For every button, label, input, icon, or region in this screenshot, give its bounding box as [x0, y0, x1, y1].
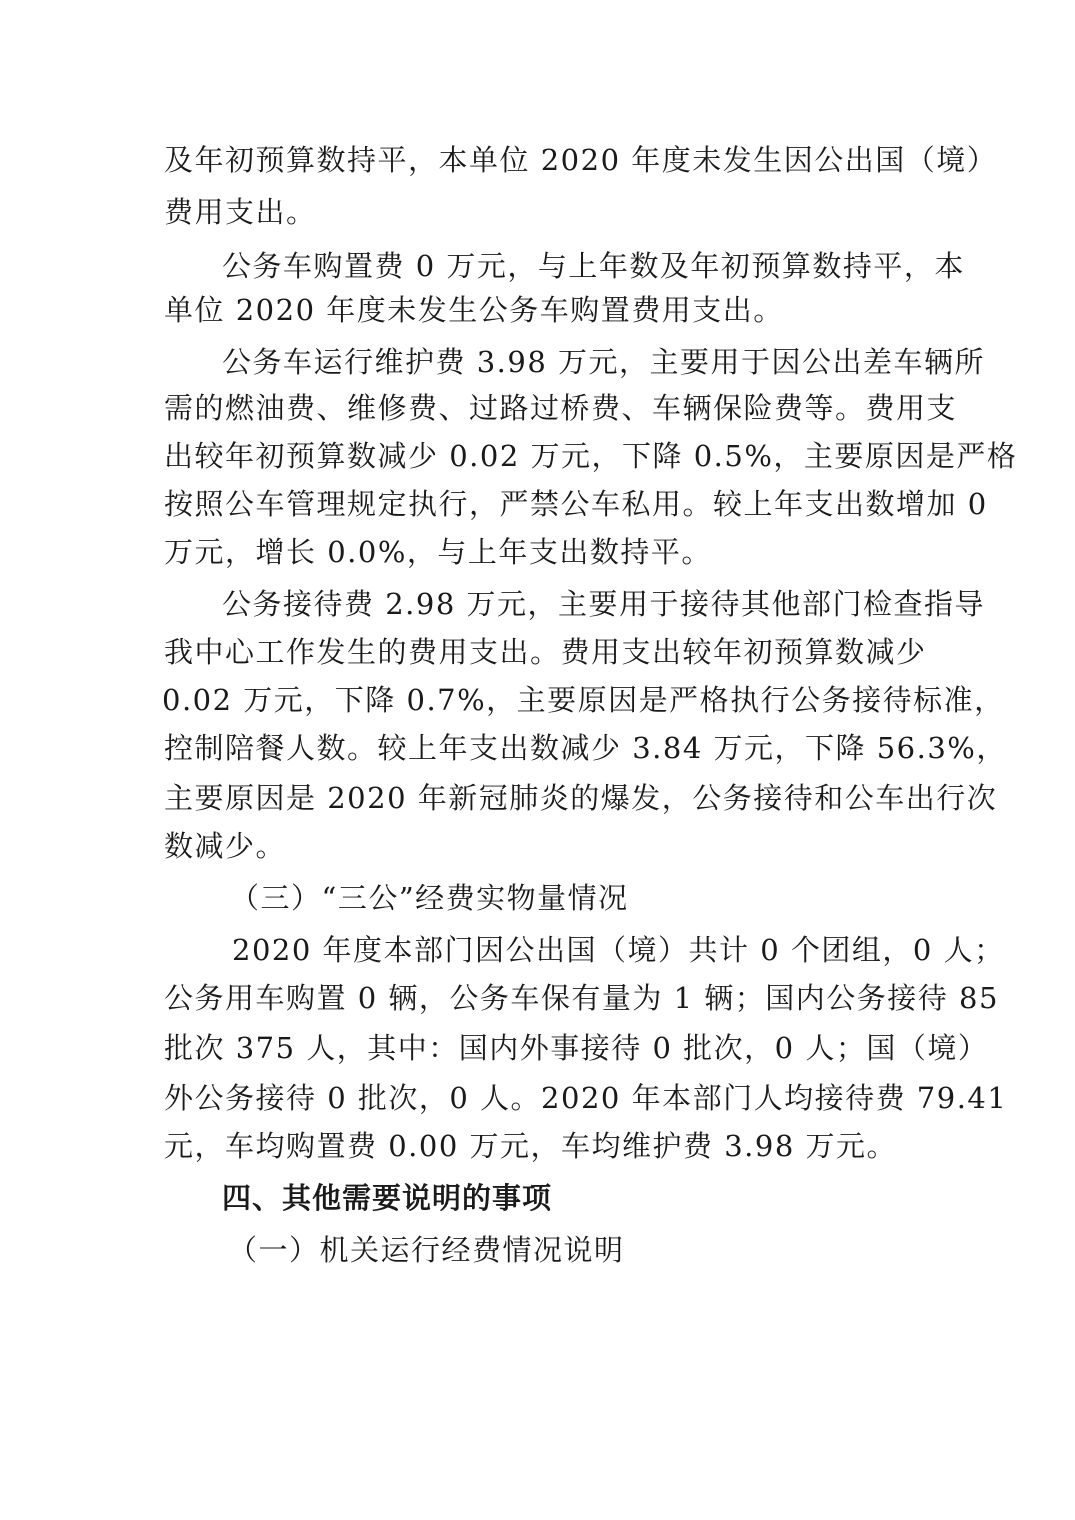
text-line: 外公务接待 0 批次，0 人。2020 年本部门人均接待费 79.41 [164, 1081, 1008, 1115]
text-line: 我中心工作发生的费用支出。费用支出较年初预算数减少 [164, 635, 927, 669]
text-line: 主要原因是 2020 年新冠肺炎的爆发，公务接待和公车出行次 [164, 781, 998, 815]
text-line: 按照公车管理规定执行，严禁公车私用。较上年支出数增加 0 [164, 487, 988, 521]
text-line: 0.02 万元，下降 0.7%，主要原因是严格执行公务接待标准， [162, 683, 1005, 717]
text-line: 批次 375 人，其中：国内外事接待 0 批次，0 人；国（境） [164, 1031, 989, 1065]
text-line: 公务车购置费 0 万元，与上年数及年初预算数持平，本 [222, 249, 965, 283]
text-line: 单位 2020 年度未发生公务车购置费用支出。 [164, 293, 784, 327]
text-line: 控制陪餐人数。较上年支出数减少 3.84 万元，下降 56.3%， [164, 731, 1007, 765]
text-line: 公务车运行维护费 3.98 万元，主要用于因公出差车辆所 [222, 345, 986, 379]
text-line: 及年初预算数持平，本单位 2020 年度未发生因公出国（境） [164, 143, 998, 177]
text-line: 费用支出。 [164, 195, 317, 229]
text-line: 公务用车购置 0 辆，公务车保有量为 1 辆；国内公务接待 85 [164, 981, 999, 1015]
text-line: 2020 年度本部门因公出国（境）共计 0 个团组，0 人； [232, 933, 1005, 967]
text-line: 万元，增长 0.0%，与上年支出数持平。 [164, 535, 712, 569]
text-line: 元，车均购置费 0.00 万元，车均维护费 3.98 万元。 [164, 1129, 898, 1163]
chapter-heading: 四、其他需要说明的事项 [222, 1181, 553, 1215]
text-line: 公务接待费 2.98 万元，主要用于接待其他部门检查指导 [222, 587, 986, 621]
section-heading: （一）机关运行经费情况说明 [228, 1233, 625, 1267]
text-line: 数减少。 [164, 829, 287, 863]
text-line: 出较年初预算数减少 0.02 万元，下降 0.5%，主要原因是严格 [164, 439, 1018, 473]
section-heading: （三）“三公”经费实物量情况 [230, 881, 629, 915]
text-line: 需的燃油费、维修费、过路过桥费、车辆保险费等。费用支 [164, 391, 958, 425]
